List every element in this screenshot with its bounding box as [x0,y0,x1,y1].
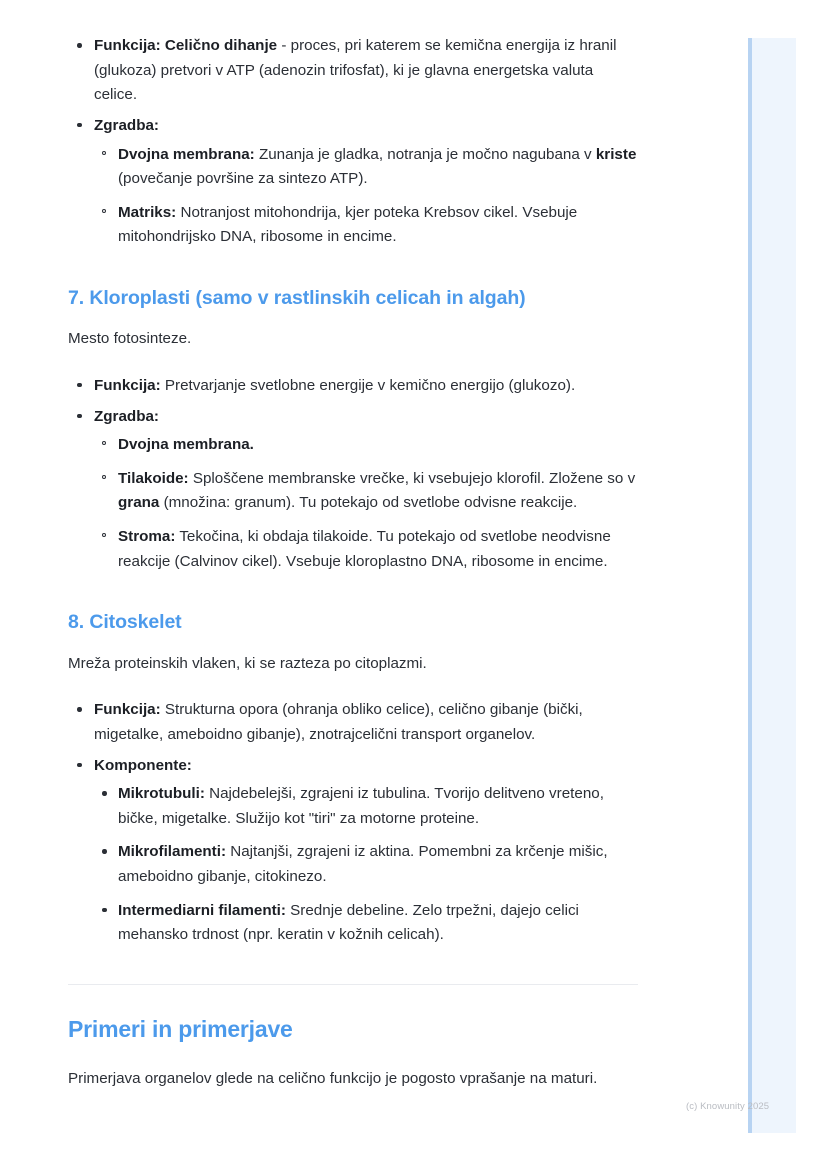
document-content [68,34,638,1091]
list-item [68,405,638,575]
heading-citoskelet: 8. Citoskelet [68,611,182,634]
kloroplasti-list [68,374,638,574]
sub-item-text: Najtanjši, zgrajeni iz aktina. Pomembni za krčenje mišic, ameboidno gibanje, citokinezo. [118,843,608,886]
sub-item-label: Stroma: [118,528,176,546]
citoskelet-intro: Mreža proteinskih vlaken, ki se razteza po citoplazmi. [68,654,427,672]
primeri-intro: Primerjava organelov glede na celično funkcijo je pogosto vprašanje na maturi. [68,1069,598,1087]
spacer [68,676,638,698]
list-item [94,433,638,458]
list-item [68,698,638,747]
kloroplasti-sublist [94,433,638,574]
kloroplasti-zgradba-label: Zgradba: [94,407,159,425]
list-item [94,899,638,948]
right-blue-strip [748,38,796,1133]
kloroplasti-funkcija-label: Funkcija: [94,376,161,394]
sub-item-text-a: Sploščene membranske vrečke, ki vsebujejo klorofil. Zložene so v [188,469,636,487]
spacer [68,256,638,286]
sub-item-text-b: (množina: granum). Tu potekajo od svetlobe odvisne reakcije. [159,494,578,512]
heading-primeri-in-primerjave: Primeri in primerjave [68,1015,293,1042]
sub-item-emphasis: kriste [595,145,637,163]
spacer [68,580,638,610]
sub-item-label: Matriks: [118,203,177,221]
sub-item-text-a: Zunanja je gladka, notranja je močno nagubana v [254,145,596,163]
spacer [68,954,638,984]
list-item [94,525,638,574]
list-item [68,374,638,399]
sub-item-text-a: Tekočina, ki obdaja tilakoide. Tu potekajo od svetlobe neodvisne reakcije (Calvinov cikel). Vsebuje kloroplastno DNA, ribosome in encime. [118,528,611,570]
spacer [68,1045,638,1067]
sub-item-label: Mikrofilamenti: [118,843,227,861]
sub-item-label: Intermediarni filamenti: [118,901,286,919]
citoskelet-list [68,698,638,948]
citoskelet-funkcija-label: Funkcija: [94,701,161,719]
sub-item-text-a: Notranjost mitohondrija, kjer poteka Krebsov cikel. Vsebuje mitohondrijsko DNA, ribosome in encime. [118,203,578,246]
citoskelet-funkcija-text: Strukturna opora (ohranja obliko celice), celično gibanje (bički, migetalke, ameboidno gibanje), znotrajcelični transport organelov. [94,701,583,743]
sub-item-text: Najdebelejši, zgrajeni iz tubulina. Tvorijo delitveno vreteno, bičke, migetalke. Služijo kot "tiri" za motorne proteine. [118,785,604,827]
sub-item-emphasis: grana [118,494,160,512]
list-item [94,782,638,831]
copyright-watermark: (c) Knowunity 2025 [686,1101,770,1112]
mitochondria-zgradba-label: Zgradba: [94,116,159,134]
spacer [68,636,638,652]
sub-item-label: Mikrotubuli: [118,785,205,803]
kloroplasti-funkcija-text: Pretvarjanje svetlobne energije v kemično energijo (glukozo). [160,376,576,394]
heading-kloroplasti: 7. Kloroplasti (samo v rastlinskih celicah in algah) [68,287,526,309]
sub-item-label: Dvojna membrana. [118,436,254,454]
mitochondria-funkcija-label: Funkcija: Celično dihanje [94,37,278,54]
sub-item-text: Srednje debeline. Zelo trpežni, dajejo celici mehansko trdnost (npr. keratin v kožnih celicah). [118,901,579,944]
mitochondria-funkcija-text: - proces, pri katerem se kemična energija iz hranil (glukoza) pretvori v ATP (adenozin trifosfat), ki je glavna energetska valuta celice. [94,37,617,104]
list-item [68,754,638,948]
list-item [94,840,638,889]
sub-item-text-b: (povečanje površine za sintezo ATP). [118,170,368,188]
spacer [68,985,638,1015]
mitochondria-sublist [94,143,638,251]
sub-item-label: Tilakoide: [118,469,189,487]
list-item [68,114,638,250]
spacer [68,352,638,374]
spacer [68,311,638,327]
list-item [94,467,638,516]
citoskelet-sublist [94,782,638,948]
sub-item-label: Dvojna membrana: [118,145,255,163]
list-item [94,201,638,250]
citoskelet-komponente-label: Komponente: [94,756,192,774]
mitochondria-list [68,34,638,250]
right-blue-strip-edge [748,38,752,1133]
kloroplasti-intro: Mesto fotosinteze. [68,330,192,348]
list-item [94,143,638,192]
list-item [68,34,638,108]
